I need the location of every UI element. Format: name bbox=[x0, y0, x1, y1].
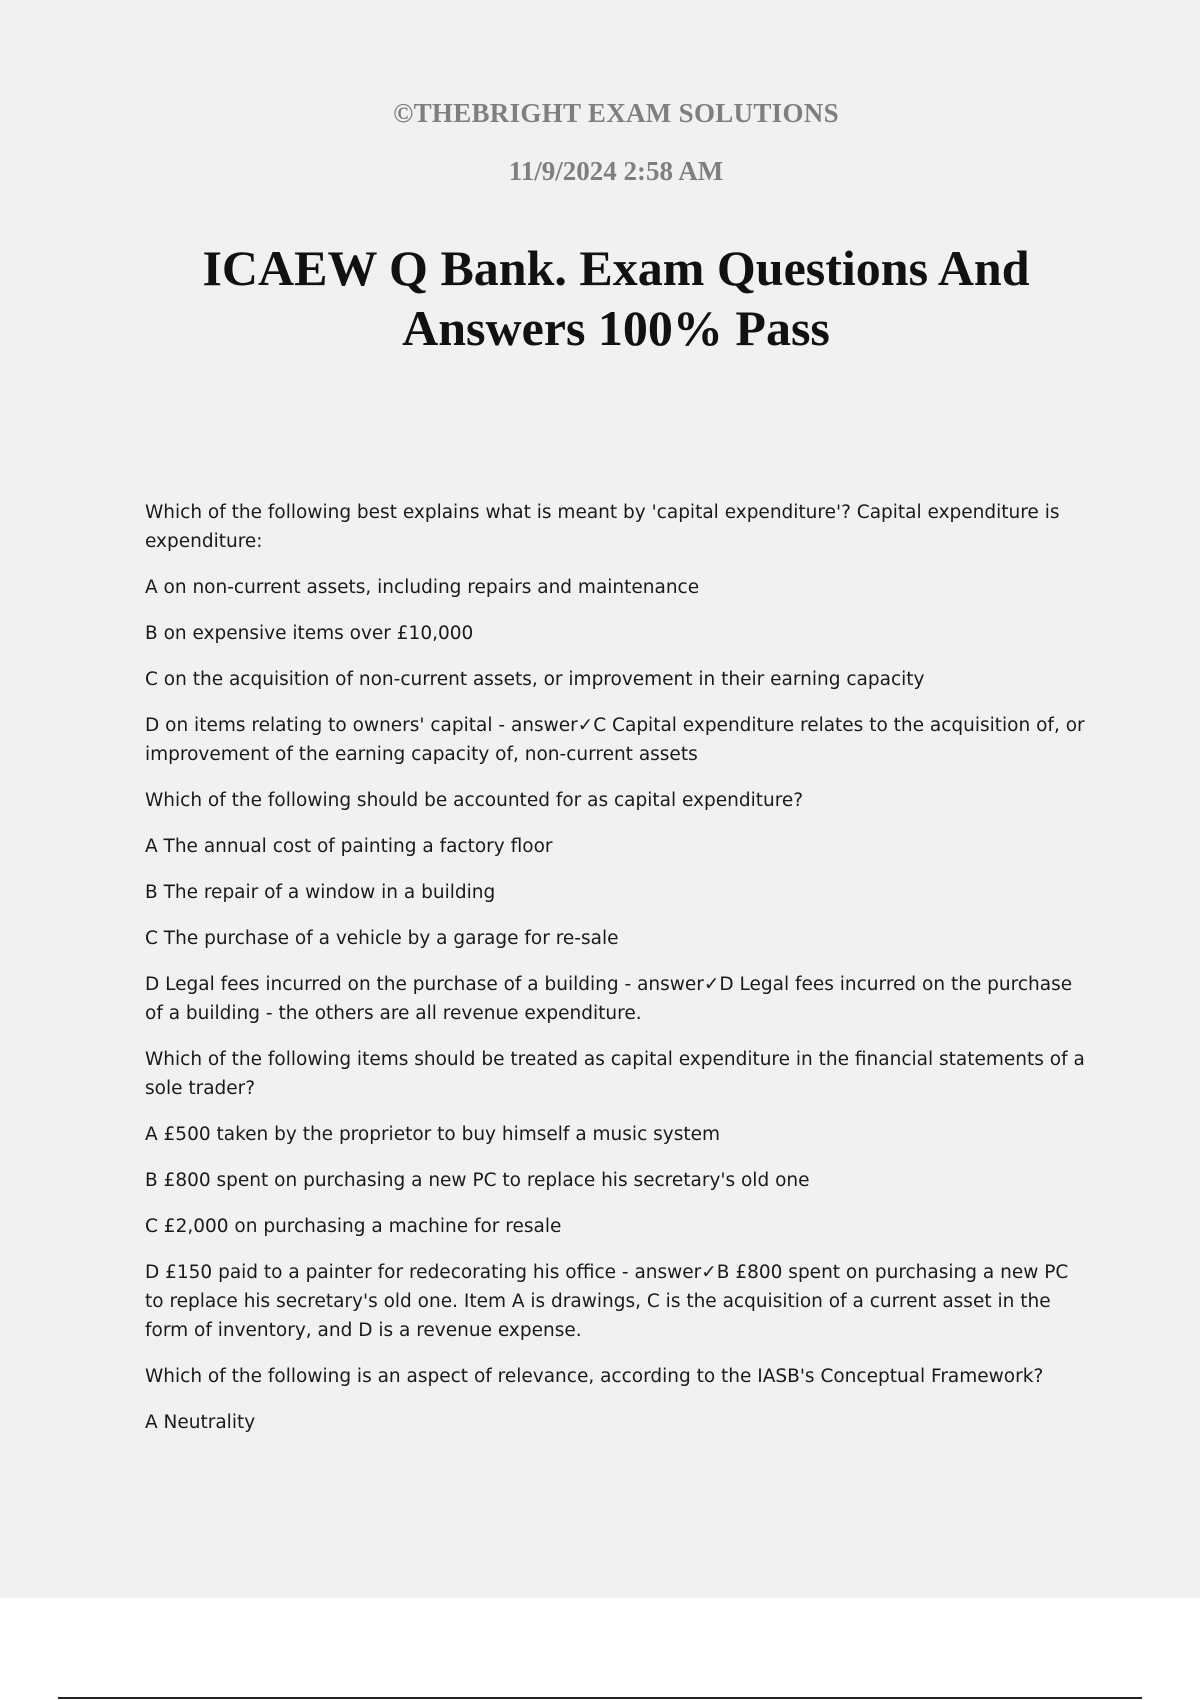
answer-option: C on the acquisition of non-current assets, or improvement in their earning capacity bbox=[145, 669, 925, 690]
document-body bbox=[145, 498, 1090, 1454]
question-text: Which of the following should be accounted for as capital expenditure? bbox=[145, 790, 804, 811]
answer-option: A The annual cost of painting a factory floor bbox=[145, 836, 553, 857]
question-text: Which of the following is an aspect of relevance, according to the IASB's Conceptual Framework? bbox=[145, 1366, 1044, 1387]
copyright-header: ©THEBRIGHT EXAM SOLUTIONS bbox=[393, 98, 839, 128]
answer-option: C £2,000 on purchasing a machine for resale bbox=[145, 1216, 562, 1237]
answer-option: B The repair of a window in a building bbox=[145, 882, 496, 903]
answer-option-with-solution: D Legal fees incurred on the purchase of a building - answer✓D Legal fees incurred on the purchase of a building - the others are all revenue expenditure. bbox=[145, 974, 1073, 1024]
answer-option: C The purchase of a vehicle by a garage for re-sale bbox=[145, 928, 619, 949]
date-header: 11/9/2024 2:58 AM bbox=[508, 156, 724, 186]
answer-option: A on non-current assets, including repairs and maintenance bbox=[145, 577, 700, 598]
answer-option: A Neutrality bbox=[145, 1412, 256, 1433]
answer-option: A £500 taken by the proprietor to buy himself a music system bbox=[145, 1124, 720, 1145]
page-footer-rule bbox=[58, 1697, 1142, 1699]
answer-option-with-solution: D on items relating to owners' capital - answer✓C Capital expenditure relates to the acquisition of, or improvement of the earning capacity of, non-current assets bbox=[145, 715, 1085, 765]
question-text: Which of the following items should be treated as capital expenditure in the financial statements of a sole trader? bbox=[145, 1049, 1085, 1099]
answer-option-with-solution: D £150 paid to a painter for redecorating his office - answer✓B £800 spent on purchasing a new PC to replace his secretary's old one. Item A is drawings, C is the acquisition of a current asset in the form of inventory, and D is a revenue expense. bbox=[145, 1262, 1069, 1341]
answer-option: B £800 spent on purchasing a new PC to replace his secretary's old one bbox=[145, 1170, 810, 1191]
question-text: Which of the following best explains what is meant by 'capital expenditure'? Capital expenditure is expenditure: bbox=[145, 502, 1060, 552]
answer-option: B on expensive items over £10,000 bbox=[145, 623, 474, 644]
document-title: ICAEW Q Bank. Exam Questions And Answers 100% Pass bbox=[202, 240, 1030, 356]
